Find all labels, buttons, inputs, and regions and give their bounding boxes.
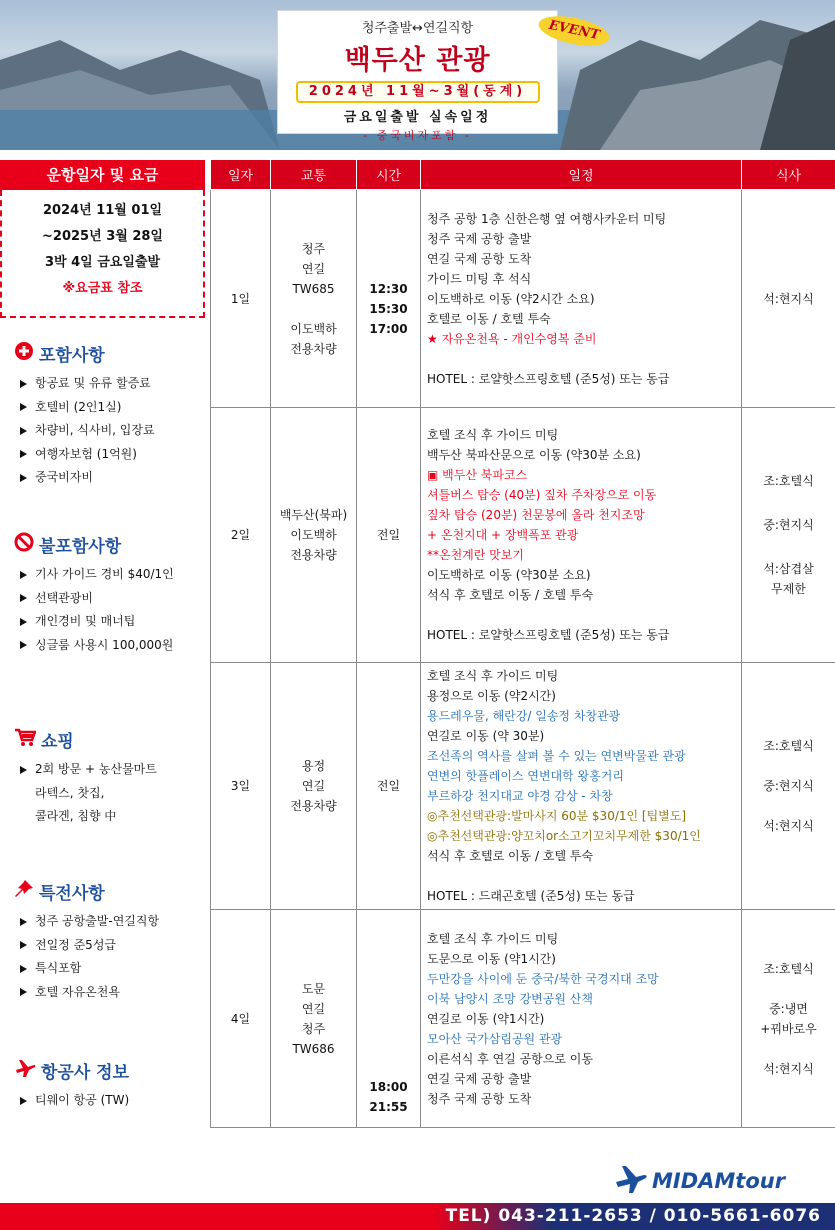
- header-meal: 식사: [742, 160, 835, 190]
- day-cell: 3일: [211, 663, 271, 910]
- table-header-row: [211, 160, 835, 190]
- event-badge: EVENT: [535, 7, 612, 55]
- schedule-cell: 호텔 조식 후 가이드 미팅 도문으로 이동 (약1시간) 두만강을 사이에 둔 중국/북한 국경지대 조망 이북 남양시 조망 강변공원 산책 연길로 이동 (약1시간) 모아산 국가삼림공원 관광 이른석식 후 연길 공항으로 이동 연길 국제 공항 출발 청주 국제 공항 도착: [421, 910, 742, 1128]
- table-row: [211, 190, 835, 408]
- airline-title: 항공사 정보: [41, 1062, 130, 1083]
- list-item: 기사 가이드 경비 $40/1인: [20, 563, 204, 587]
- fee-line: ~2025년 3월 28일: [42, 229, 163, 244]
- banner-period: 2024년 11월~3월(동계): [296, 81, 540, 103]
- excluded-section: [14, 531, 204, 657]
- header-time: 시간: [357, 160, 421, 190]
- time-cell: 12:30 15:30 17:00: [357, 190, 421, 408]
- fee-line: 2024년 11월 01일: [42, 203, 163, 218]
- table-row: [211, 663, 835, 910]
- transport-cell: 용정 연길 전용차량: [271, 663, 357, 910]
- list-item: 호텔 자유온천욕: [20, 981, 204, 1005]
- banner-note: - 중국비자포함 -: [363, 129, 472, 142]
- included-section: [14, 340, 204, 490]
- airplane-icon: [14, 1058, 36, 1083]
- banner-departure: 금요일출발 실속일정: [343, 110, 492, 125]
- list-item: 호텔비 (2인1실): [20, 396, 204, 420]
- header-schedule: 일정: [421, 160, 742, 190]
- time-cell: 전일: [357, 408, 421, 663]
- time-cell: 18:00 21:55: [357, 910, 421, 1128]
- special-section: [14, 878, 204, 1004]
- list-item: 개인경비 및 매너팁: [20, 610, 204, 634]
- fee-note: ※요금표 참조: [62, 281, 143, 296]
- meal-cell: 석:현지식: [742, 190, 835, 408]
- header-day: 일자: [211, 160, 271, 190]
- fee-box: [0, 190, 205, 318]
- shopping-cart-icon: [14, 727, 36, 752]
- banner-title: 백두산 관광: [344, 45, 491, 76]
- airline-section: [14, 1057, 204, 1113]
- shopping-section: [14, 726, 204, 829]
- list-item: 전일정 준5성급: [20, 934, 204, 958]
- schedule-cell: 호텔 조식 후 가이드 미팅 백두산 북파산문으로 이동 (약30분 소요) ▣ 백두산 북파코스 셔틀버스 탑승 (40분) 짚차 주차장으로 이동 짚차 탑승 (20분) 천문봉에 올라 천지조망 + 온천지대 + 장백폭포 관광 **온천계란 맛보기 이도백하로 이동 (약30분 소요) 석식 후 호텔로 이동 / 호텔 투숙 HOTEL : 로얄핫스프링호텔 (준5성) 또는 동급: [421, 408, 742, 663]
- list-item: 중국비자비: [20, 466, 204, 490]
- schedule-cell: 호텔 조식 후 가이드 미팅 용정으로 이동 (약2시간) 용드레우물, 해란강/ 일송정 차창관광 연길로 이동 (약 30분) 조선족의 역사를 살펴 볼 수 있는 연변박물관 관광 연변의 핫플레이스 연변대학 왕홍거리 부르하강 천지대교 야경 감상 - 차창 ◎추천선택관광:발마사지 60분 $30/1인 [팁별도] ◎추천선택관광:양꼬치or소고기꼬치무제한 $30/1인 석식 후 호텔로 이동 / 호텔 투숙 HOTEL : 드래곤호텔 (준5성) 또는 동급: [421, 663, 742, 910]
- table-row: [211, 910, 835, 1128]
- prohibited-icon: [14, 532, 34, 557]
- list-item: 항공료 및 유류 할증료: [20, 372, 204, 396]
- list-item-continued: 라텍스, 찻집,: [35, 785, 105, 800]
- transport-cell: 도문 연길 청주 TW686: [271, 910, 357, 1128]
- transport-cell: 백두산(북파) 이도백하 전용차량: [271, 408, 357, 663]
- list-item: 차량비, 식사비, 입장료: [20, 419, 204, 443]
- list-item: 특식포함: [20, 957, 204, 981]
- fee-line: 3박 4일 금요일출발: [44, 255, 161, 270]
- airplane-logo-icon: [614, 1163, 648, 1200]
- time-cell: 전일: [357, 663, 421, 910]
- transport-cell: 청주 연길 TW685 이도백하 전용차량: [271, 190, 357, 408]
- table-row: [211, 408, 835, 663]
- meal-cell: 조:호텔식 중:냉면 +꿔바로우 석:현지식: [742, 910, 835, 1128]
- day-cell: 2일: [211, 408, 271, 663]
- plus-circle-icon: [14, 341, 34, 366]
- phone-numbers: TEL) 043-211-2653 / 010-5661-6076: [445, 1206, 821, 1226]
- excluded-title: 불포함사항: [39, 536, 122, 557]
- meal-cell: 조:호텔식 중:현지식 석:삼겹살 무제한: [742, 408, 835, 663]
- day-cell: 1일: [211, 190, 271, 408]
- list-item: 2회 방문 + 농산물마트: [20, 758, 204, 782]
- included-title: 포함사항: [39, 345, 105, 366]
- pushpin-icon: [14, 879, 34, 904]
- list-item: 선택관광비: [20, 587, 204, 611]
- brand-name: MIDAMtour: [652, 1169, 786, 1193]
- left-info-column: [0, 160, 205, 318]
- list-item-continued: 콜라겐, 침향 中: [35, 809, 117, 823]
- banner-subtitle: 청주출발↔연길직항: [361, 21, 474, 36]
- list-item: 청주 공항출발-연길직항: [20, 910, 204, 934]
- header-banner: [0, 0, 835, 150]
- list-item: 티웨이 항공 (TW): [20, 1089, 204, 1113]
- contact-footer: [0, 1203, 835, 1230]
- list-item: 싱글룸 사용시 100,000원: [20, 634, 204, 658]
- fee-header: 운항일자 및 요금: [0, 160, 205, 190]
- itinerary-table: [210, 159, 835, 1128]
- list-item: 여행자보험 (1억원): [20, 443, 204, 467]
- title-box: [277, 10, 558, 142]
- day-cell: 4일: [211, 910, 271, 1128]
- meal-cell: 조:호텔식 중:현지식 석:현지식: [742, 663, 835, 910]
- header-transport: 교통: [271, 160, 357, 190]
- special-title: 특전사항: [39, 883, 105, 904]
- brand-logo: [610, 1163, 785, 1199]
- shopping-title: 쇼핑: [41, 731, 74, 752]
- schedule-cell: 청주 공항 1층 신한은행 옆 여행사카운터 미팅 청주 국제 공항 출발 연길 국제 공항 도착 가이드 미팅 후 석식 이도백하로 이동 (약2시간 소요) 호텔로 이동 / 호텔 투숙 ★ 자유온천욕 - 개인수영복 준비 HOTEL : 로얄핫스프링호텔 (준5성) 또는 동급: [421, 190, 742, 408]
